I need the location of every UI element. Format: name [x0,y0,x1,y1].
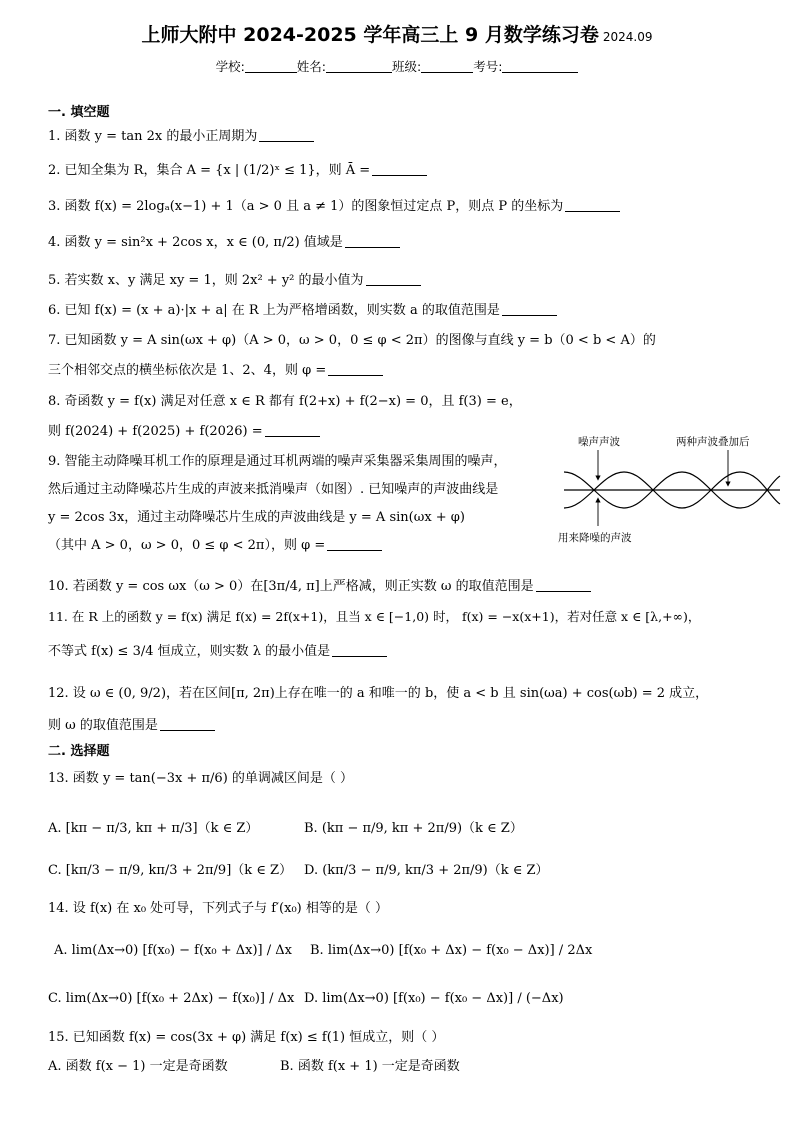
answer-blank [332,643,387,657]
question-6-text: 6. 已知 f(x) = (x + a)·|x + a| 在 R 上为严格增函数，则实数 a 的取值范围是 [48,303,500,318]
q14-option-d[interactable]: D. lim(Δx→0) [f(x₀) − f(x₀ − Δx)] / (−Δx) [304,991,564,1006]
section-fill-title: 一. 填空题 [48,105,110,120]
section-choice-title: 二. 选择题 [48,744,110,759]
answer-blank [366,272,421,286]
question-8-text: 则 f(2024) + f(2025) + f(2026) = [48,424,263,439]
school-label: 学校: [215,59,245,74]
question-11-line-2 [48,643,758,661]
name-label: 姓名: [296,59,326,74]
question-11-line-1: 11. 在 R 上的函数 y = f(x) 满足 f(x) = 2f(x+1)，且当 x ∈ [−1,0) 时， f(x) = −x(x+1)，若对任意 x ∈ [λ,+∞)， [48,609,701,624]
question-9-line-4 [48,537,548,555]
question-9-text: （其中 A > 0，ω > 0，0 ≤ φ < 2π），则 φ = [48,538,326,553]
q15-option-b[interactable]: B. 函数 f(x + 1) 一定是奇函数 [280,1059,460,1074]
question-11-text: 不等式 f(x) ≤ 3/4 恒成立，则实数 λ 的最小值是 [48,644,331,659]
q15-option-a[interactable]: A. 函数 f(x − 1) 一定是奇函数 [48,1059,228,1074]
question-7-line-1: 7. 已知函数 y = A sin(ωx + φ)（A > 0，ω > 0，0 ≤ φ < 2π）的图像与直线 y = b（0 < b < A）的 [48,333,656,348]
cancel-wave-label: 用来降噪的声波 [558,532,632,544]
exam-title [0,20,794,47]
question-7-line-2 [48,362,758,380]
question-1 [48,128,758,146]
answer-blank [372,162,427,176]
answer-blank [565,198,620,212]
q14-option-a[interactable]: A. lim(Δx→0) [f(x₀) − f(x₀ + Δx)] / Δx [54,943,292,958]
q13-option-b[interactable]: B. (kπ − π/9, kπ + 2π/9)（k ∈ Z） [304,821,523,836]
question-12-line-1: 12. 设 ω ∈ (0, 9/2)，若在区间[π, 2π)上存在唯一的 a 和唯一的 b，使 a < b 且 sin(ωa) + cos(ωb) = 2 成立， [48,686,709,701]
question-7-text: 三个相邻交点的横坐标依次是 1、2、4，则 φ = [48,363,327,378]
question-8-line-1: 8. 奇函数 y = f(x) 满足对任意 x ∈ R 都有 f(2+x) + f(2−x) = 0，且 f(3) = e， [48,394,522,409]
question-6 [48,302,758,320]
question-1-text: 1. 函数 y = tan 2x 的最小正周期为 [48,129,258,144]
student-info-row [0,57,794,75]
answer-blank [328,362,383,376]
answer-blank [327,537,382,551]
question-13: 13. 函数 y = tan(−3x + π/6) 的单调减区间是（ ） [48,771,354,786]
q13-option-c[interactable]: C. [kπ/3 − π/9, kπ/3 + 2π/9]（k ∈ Z） [48,863,293,878]
q14-option-b[interactable]: B. lim(Δx→0) [f(x₀ + Δx) − f(x₀ − Δx)] / 2Δx [310,943,593,958]
question-9-line-3: y = 2cos 3x，通过主动降噪芯片生成的声波曲线是 y = A sin(ωx + φ) [48,510,465,525]
question-2-text: 2. 已知全集为 R，集合 A = {x | (1/2)ˣ ≤ 1}，则 Ā = [48,163,371,178]
answer-blank [502,302,557,316]
class-blank [421,60,473,73]
question-10-text: 10. 若函数 y = cos ωx（ω > 0）在[3π/4, π]上严格减，则正实数 ω 的取值范围是 [48,579,534,594]
question-4 [48,234,758,252]
exam-number-blank [502,60,578,73]
question-5-text: 5. 若实数 x、y 满足 xy = 1，则 2x² + y² 的最小值为 [48,273,364,288]
question-15: 15. 已知函数 f(x) = cos(3x + φ) 满足 f(x) ≤ f(1) 恒成立，则（ ） [48,1030,445,1045]
school-blank [245,60,297,73]
exam-number-label: 考号: [473,59,503,74]
noise-wave-figure [556,434,788,546]
combined-wave-label: 两种声波叠加后 [676,436,750,448]
answer-blank [265,423,320,437]
question-9-line-2: 然后通过主动降噪芯片生成的声波来抵消噪声（如图）. 已知噪声的声波曲线是 [48,482,499,497]
exam-date: 2024.09 [602,30,653,44]
question-9-line-1: 9. 智能主动降噪耳机工作的原理是通过耳机两端的噪声采集器采集周围的噪声， [48,454,507,469]
q14-option-c[interactable]: C. lim(Δx→0) [f(x₀ + 2Δx) − f(x₀)] / Δx [48,991,295,1006]
question-12-text: 则 ω 的取值范围是 [48,718,158,733]
question-2 [48,162,758,180]
q13-option-d[interactable]: D. (kπ/3 − π/9, kπ/3 + 2π/9)（k ∈ Z） [304,863,549,878]
question-14: 14. 设 f(x) 在 x₀ 处可导，下列式子与 f′(x₀) 相等的是（ ） [48,901,389,916]
name-blank [326,60,392,73]
answer-blank [536,578,591,592]
question-4-text: 4. 函数 y = sin²x + 2cos x，x ∈ (0, π/2) 值域是 [48,235,343,250]
answer-blank [259,128,314,142]
title-text: 上师大附中 2024-2025 学年高三上 9 月数学练习卷 [141,24,599,46]
noise-wave-label: 噪声声波 [578,436,620,448]
answer-blank [345,234,400,248]
question-3-text: 3. 函数 f(x) = 2logₐ(x−1) + 1（a > 0 且 a ≠ 1）的图象恒过定点 P，则点 P 的坐标为 [48,199,564,214]
question-10 [48,578,758,596]
question-5 [48,272,758,290]
wave-diagram [556,434,788,546]
question-3 [48,198,758,216]
question-12-line-2 [48,717,758,735]
class-label: 班级: [392,59,422,74]
answer-blank [160,717,215,731]
q13-option-a[interactable]: A. [kπ − π/3, kπ + π/3]（k ∈ Z） [48,821,259,836]
